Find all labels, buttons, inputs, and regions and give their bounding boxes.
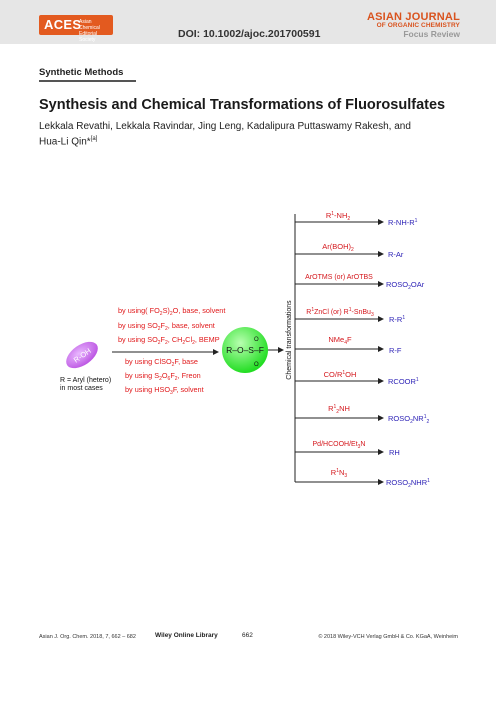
section-heading: Synthetic Methods — [39, 67, 124, 78]
product-4: $R-R^1$ — [389, 315, 406, 324]
transformation-5 — [295, 335, 402, 355]
section-rule — [39, 80, 136, 82]
transformation-4 — [295, 307, 405, 324]
author-names: Lekkala Revathi, Lekkala Ravindar, Jing Leng, Kadalipura Puttaswamy Rakesh, and Hua-Li Qin* — [39, 121, 411, 148]
aces-logo — [39, 15, 113, 43]
aces-logo-subtitle: Asian Chemical Editorial Society — [79, 19, 100, 43]
author-affiliation-mark: [a] — [90, 136, 98, 142]
product-1: $R-NH-R^1$ — [388, 218, 418, 227]
oxygen-top: O — [254, 337, 259, 343]
reagent-9: $R^1N_3$ — [330, 468, 348, 479]
footer-copyright: © 2018 Wiley-VCH Verlag GmbH & Co. KGaA, Weinheim — [318, 634, 458, 640]
condition-4: by using ClSO$_2$F, base — [125, 357, 198, 368]
reagent-1: $R^1-NH_2$ — [325, 211, 351, 222]
condition-5: by using $S_2O_6F_2$, Freon — [125, 371, 201, 382]
transformation-6 — [295, 370, 419, 386]
condition-3: by using $SO_2F_2$, $CH_2Cl_2$, BEMP — [118, 335, 220, 346]
transformation-7 — [295, 404, 430, 425]
reagent-4: $R^1ZnCl$ (or) $R^1-SnBu_3$ — [306, 307, 374, 318]
condition-1: by using( $FO_2S)_2O$, base, solvent — [118, 306, 226, 317]
page-number: 662 — [242, 632, 253, 639]
transformation-3 — [295, 274, 425, 291]
product-5: R-F — [389, 346, 402, 355]
transformation-8 — [295, 441, 400, 457]
journal-title-line1: ASIAN JOURNAL — [366, 11, 460, 23]
reagent-8: $Pd/HCOOH/Et_3N$ — [312, 441, 366, 450]
fluorosulfate-label: R–O–S–F — [226, 345, 264, 355]
condition-6: by using $HSO_3F$, solvent — [125, 385, 204, 396]
transformation-1 — [295, 211, 418, 227]
journal-header — [0, 0, 496, 44]
footer-citation: Asian J. Org. Chem. 2018, 7, 662 – 682 — [39, 634, 136, 640]
article-title: Synthesis and Chemical Transformations of Fluorosulfates — [39, 97, 446, 113]
product-6: RCOOR$^1$ — [388, 377, 419, 386]
starting-material — [62, 336, 103, 373]
author-list — [39, 121, 419, 148]
starting-material-label: R-OH — [71, 346, 93, 365]
product-2: R-Ar — [388, 250, 404, 259]
reagent-5: NMe$_4$F — [328, 335, 352, 346]
product-8: RH — [389, 448, 400, 457]
transformation-9 — [295, 468, 430, 489]
reagent-2: $Ar(BOH)_2$ — [322, 242, 354, 253]
journal-title-line2: OF ORGANIC CHEMISTRY — [376, 22, 460, 29]
fluorosulfate-center — [222, 327, 268, 373]
product-9: $ROSO_2NHR^1$ — [386, 478, 430, 489]
aces-logo-word: ACES — [44, 17, 82, 32]
reaction-scheme — [55, 195, 455, 495]
chemical-transformations-label: Chemical transformations — [286, 300, 293, 380]
journal-title — [367, 11, 460, 39]
reagent-3: ArOTMS (or) ArOTBS — [305, 274, 373, 281]
article-type: Focus Review — [403, 29, 460, 39]
transformation-2 — [295, 242, 404, 259]
reagent-7: $R^1_2NH$ — [328, 404, 350, 415]
product-3: $ROSO_2OAr$ — [386, 280, 425, 291]
condition-2: by using $SO_2F_2$, base, solvent — [118, 321, 215, 332]
oxygen-bottom: O — [254, 362, 259, 368]
substituent-note-line1: R = Aryl (hetero) — [60, 377, 112, 384]
footer-wiley-online-library[interactable]: Wiley Online Library — [155, 632, 218, 639]
product-7: $ROSO_2NR^1_2$ — [388, 414, 430, 425]
reagent-6: $CO/R^1OH$ — [323, 370, 357, 379]
doi-text[interactable]: DOI: 10.1002/ajoc.201700591 — [178, 28, 321, 40]
substituent-note-line2: in most cases — [60, 385, 103, 392]
